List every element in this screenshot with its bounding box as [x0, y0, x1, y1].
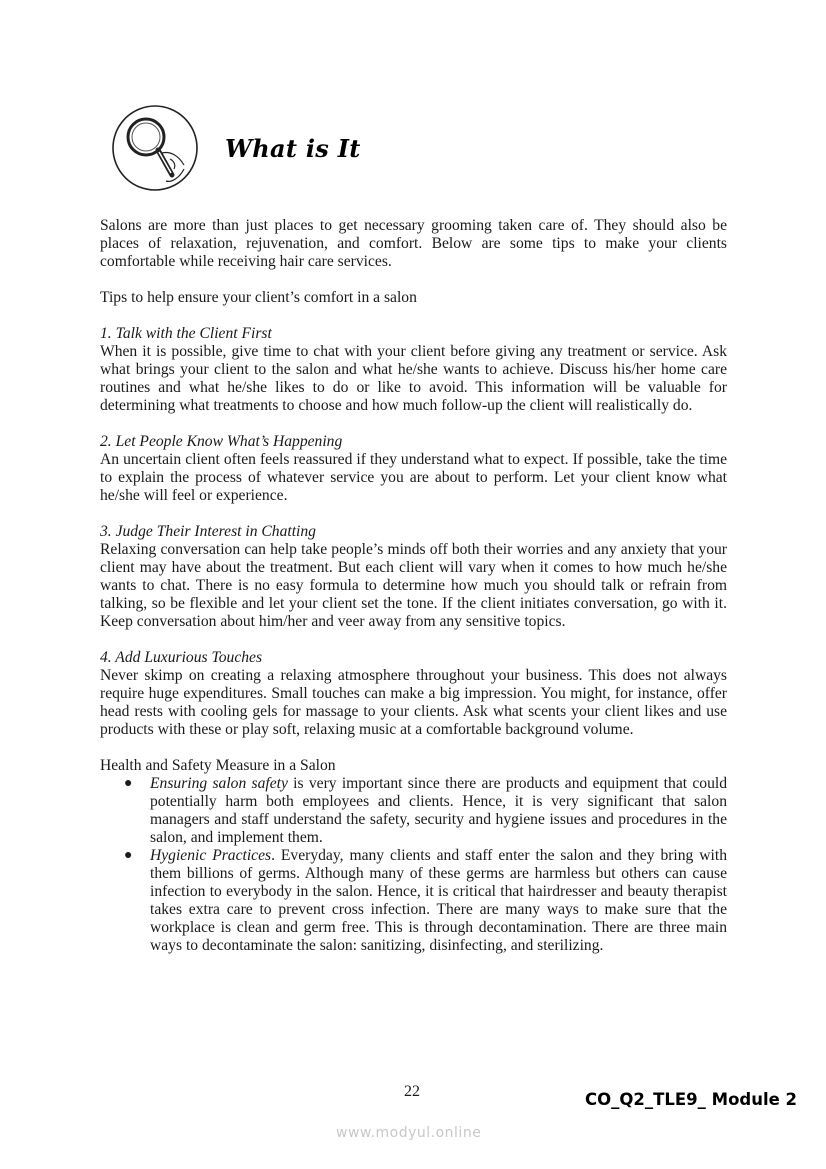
magnifying-glass-icon: [110, 103, 200, 193]
tips-heading: Tips to help ensure your client’s comfort in a salon: [100, 289, 417, 306]
item-text: . Everyday, many clients and staff enter the salon and they bring with them billions of germs. Although many of these germs are harmless but others can cause infection to everybody in the salon. Hence, it is critical that hairdresser and beauty therapist takes extra care to prevent cross infection. There are many ways to make sure that the workplace is clean and germ free. This is through decontamination. There are three main ways to decontaminate the salon: sanitizing, disinfecting, and sterilizing.: [150, 847, 727, 954]
health-safety-list: [100, 775, 727, 955]
module-code: CO_Q2_TLE9_ Module 2: [585, 1090, 798, 1109]
health-safety-heading: Health and Safety Measure in a Salon: [100, 757, 336, 774]
page-number: 22: [404, 1083, 420, 1100]
list-item: [124, 847, 727, 955]
list-item: [124, 775, 727, 847]
tip-title: 4. Add Luxurious Touches: [100, 649, 263, 666]
bullet-icon: ●: [124, 848, 133, 863]
page-title: What is It: [225, 134, 361, 163]
tip-title: 1. Talk with the Client First: [100, 325, 272, 342]
item-lead: Ensuring salon safety: [150, 775, 288, 792]
bullet-icon: ●: [124, 776, 133, 791]
tip-text: When it is possible, give time to chat with your client before giving any treatment or service. Ask what brings your client to the salon and what he/she wants to achieve. Discuss his/her home care routines and what he/she likes to do or like to avoid. This information will be valuable for determining what treatments to choose and how much follow-up the client will realistically do.: [100, 343, 727, 414]
watermark: www.modyul.online: [336, 1125, 482, 1141]
tip-title: 3. Judge Their Interest in Chatting: [100, 523, 316, 540]
document-body: [100, 217, 727, 955]
item-text: is very important since there are products and equipment that could potentially harm both employees and clients. Hence, it is very significant that salon managers and staff understand the safety, security and hygiene issues and procedures in the salon, and implement them.: [150, 775, 727, 846]
tip-text: An uncertain client often feels reassured if they understand what to expect. If possible, take the time to explain the process of whatever service you are about to perform. Let your client know what he/she will feel or experience.: [100, 451, 727, 504]
tip-text: Relaxing conversation can help take people’s minds off both their worries and any anxiety that your client may have about the treatment. But each client will vary when it comes to how much he/she wants to chat. There is no easy formula to determine how much you should talk or refrain from talking, so be flexible and let your client set the tone. If the client initiates conversation, go with it. Keep conversation about him/her and veer away from any sensitive topics.: [100, 541, 727, 630]
tip-text: Never skimp on creating a relaxing atmosphere throughout your business. This does not always require huge expenditures. Small touches can make a big impression. You might, for instance, offer head rests with cooling gels for massage to your clients. Ask what scents your client likes and use products with these or play soft, relaxing music at a comfortable background volume.: [100, 667, 727, 738]
tip-title: 2. Let People Know What’s Happening: [100, 433, 343, 450]
item-lead: Hygienic Practices: [150, 847, 272, 864]
intro-paragraph: Salons are more than just places to get necessary grooming taken care of. They should also be places of relaxation, rejuvenation, and comfort. Below are some tips to make your clients comfortable while receiving hair care services.: [100, 217, 727, 270]
